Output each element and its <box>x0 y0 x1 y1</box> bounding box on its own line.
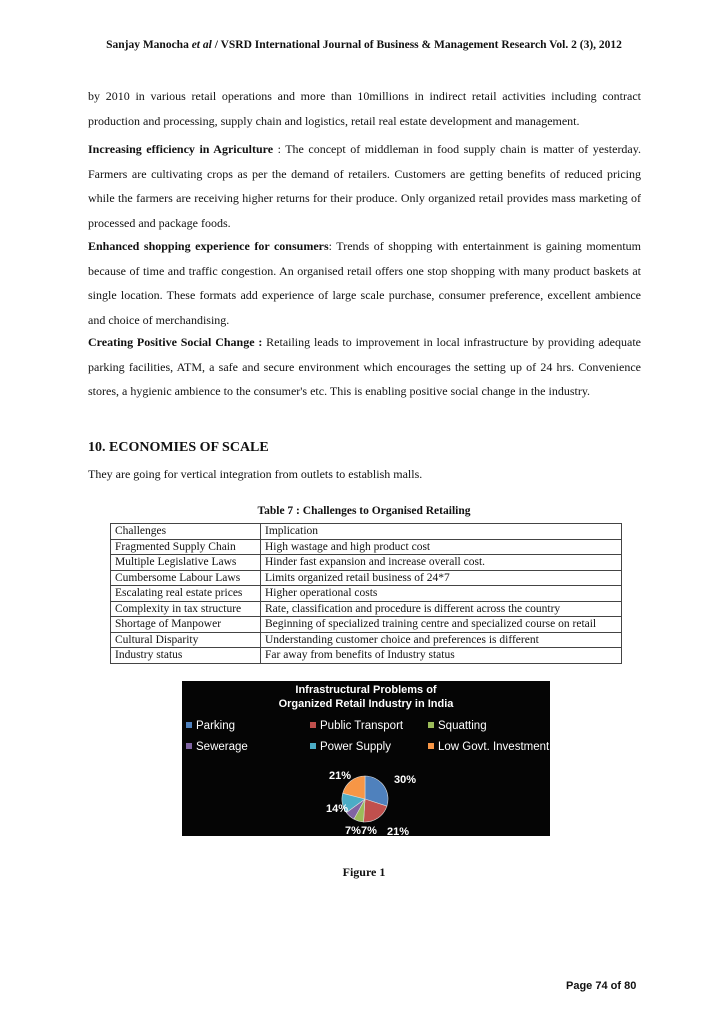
section-text: They are going for vertical integration from outlets to establish malls. <box>88 467 423 481</box>
data-label-parking: 30% <box>394 774 417 786</box>
legend-swatch-low-govt-investment <box>428 743 434 749</box>
table-cell: Implication <box>261 524 622 540</box>
table-caption: Table 7 : Challenges to Organised Retailing <box>257 505 471 517</box>
table-cell: Shortage of Manpower <box>111 617 261 633</box>
table-cell: Cumbersome Labour Laws <box>111 570 261 586</box>
challenges-table <box>110 523 622 664</box>
legend-label-sewerage: Sewerage <box>196 741 248 753</box>
data-label-squatting: 7% <box>361 825 377 836</box>
chart-title-line2: Organized Retail Industry in India <box>278 698 454 710</box>
table-row <box>111 601 622 617</box>
table-cell: Limits organized retail business of 24*7 <box>261 570 622 586</box>
table-cell: Industry status <box>111 648 261 664</box>
running-header: Sanjay Manocha et al / VSRD International Journal of Business & Management Research Vol. 2 (3), 2012 <box>106 39 622 51</box>
data-label-public-transport: 21% <box>387 826 410 836</box>
table-cell: Challenges <box>111 524 261 540</box>
table-cell: High wastage and high product cost <box>261 539 622 555</box>
chart-title-line1: Infrastructural Problems of <box>295 684 437 696</box>
page-number: Page 74 of 80 <box>566 980 637 992</box>
paragraph-title: Creating Positive Social Change : <box>88 335 263 349</box>
paragraph-social-change: Creating Positive Social Change : Retailing leads to improvement in local infrastructure by providing adequate parking facilities, ATM, a safe and secure environment which encourages the setting up of 24 hrs. Convenience stores, a hygienic ambience to the consumer's etc. This is enabling positive social change in the industry. <box>88 335 641 398</box>
chart-legend <box>186 720 550 753</box>
legend-swatch-power-supply <box>310 743 316 749</box>
table-row <box>111 617 622 633</box>
data-label-sewerage: 7% <box>345 825 361 836</box>
paragraph-agriculture: Increasing efficiency in Agriculture : The concept of middleman in food supply chain is matter of yesterday. Farmers are cultivating crops as per the demand of retailers. Customers are getting benefits of reduced pricing while the farmers are receiving higher returns for their produce. Only organized retail provides mass marketing of processed and package foods. <box>88 142 641 230</box>
table-cell: Multiple Legislative Laws <box>111 555 261 571</box>
data-label-power-supply: 14% <box>326 803 349 815</box>
table-header-row <box>111 524 622 540</box>
pie-chart-figure <box>182 681 550 836</box>
table-cell: Beginning of specialized training centre and specialized course on retail <box>261 617 622 633</box>
legend-swatch-sewerage <box>186 743 192 749</box>
pie-chart <box>182 681 550 836</box>
table-cell: Far away from benefits of Industry status <box>261 648 622 664</box>
pie-slices <box>342 776 388 822</box>
paragraph-shopping: Enhanced shopping experience for consumers: Trends of shopping with entertainment is gaining momentum because of time and traffic congestion. An organised retail offers one stop shopping with many product baskets at single location. These formats add experience of large scale purchase, consumer preference, excellent ambience and choice of merchandising. <box>88 239 641 327</box>
table-cell: Understanding customer choice and preferences is different <box>261 632 622 648</box>
legend-label-parking: Parking <box>196 720 235 732</box>
legend-swatch-public-transport <box>310 722 316 728</box>
legend-label-power-supply: Power Supply <box>320 741 391 753</box>
legend-swatch-squatting <box>428 722 434 728</box>
legend-label-low-govt-investment: Low Govt. Investment <box>438 741 550 753</box>
paragraph-title: Increasing efficiency in Agriculture <box>88 142 274 156</box>
table-row <box>111 570 622 586</box>
section-heading: 10. ECONOMIES OF SCALE <box>88 440 269 455</box>
table-cell: Rate, classification and procedure is different across the country <box>261 601 622 617</box>
table-row <box>111 648 622 664</box>
table-cell: Complexity in tax structure <box>111 601 261 617</box>
table-cell: Cultural Disparity <box>111 632 261 648</box>
table-row <box>111 632 622 648</box>
figure-caption: Figure 1 <box>342 865 386 879</box>
table-row <box>111 539 622 555</box>
table-cell: Escalating real estate prices <box>111 586 261 602</box>
table-row <box>111 586 622 602</box>
legend-label-squatting: Squatting <box>438 720 487 732</box>
paragraph-intro: by 2010 in various retail operations and more than 10millions in indirect retail activities including contract production and processing, supply chain and logistics, retail real estate development and management. <box>88 89 641 128</box>
data-label-low-govt-investment: 21% <box>329 770 352 782</box>
table-cell: Fragmented Supply Chain <box>111 539 261 555</box>
legend-swatch-parking <box>186 722 192 728</box>
table-cell: Hinder fast expansion and increase overall cost. <box>261 555 622 571</box>
paragraph-title: Enhanced shopping experience for consumers <box>88 239 329 253</box>
table-cell: Higher operational costs <box>261 586 622 602</box>
table-row <box>111 555 622 571</box>
legend-label-public-transport: Public Transport <box>320 720 404 732</box>
